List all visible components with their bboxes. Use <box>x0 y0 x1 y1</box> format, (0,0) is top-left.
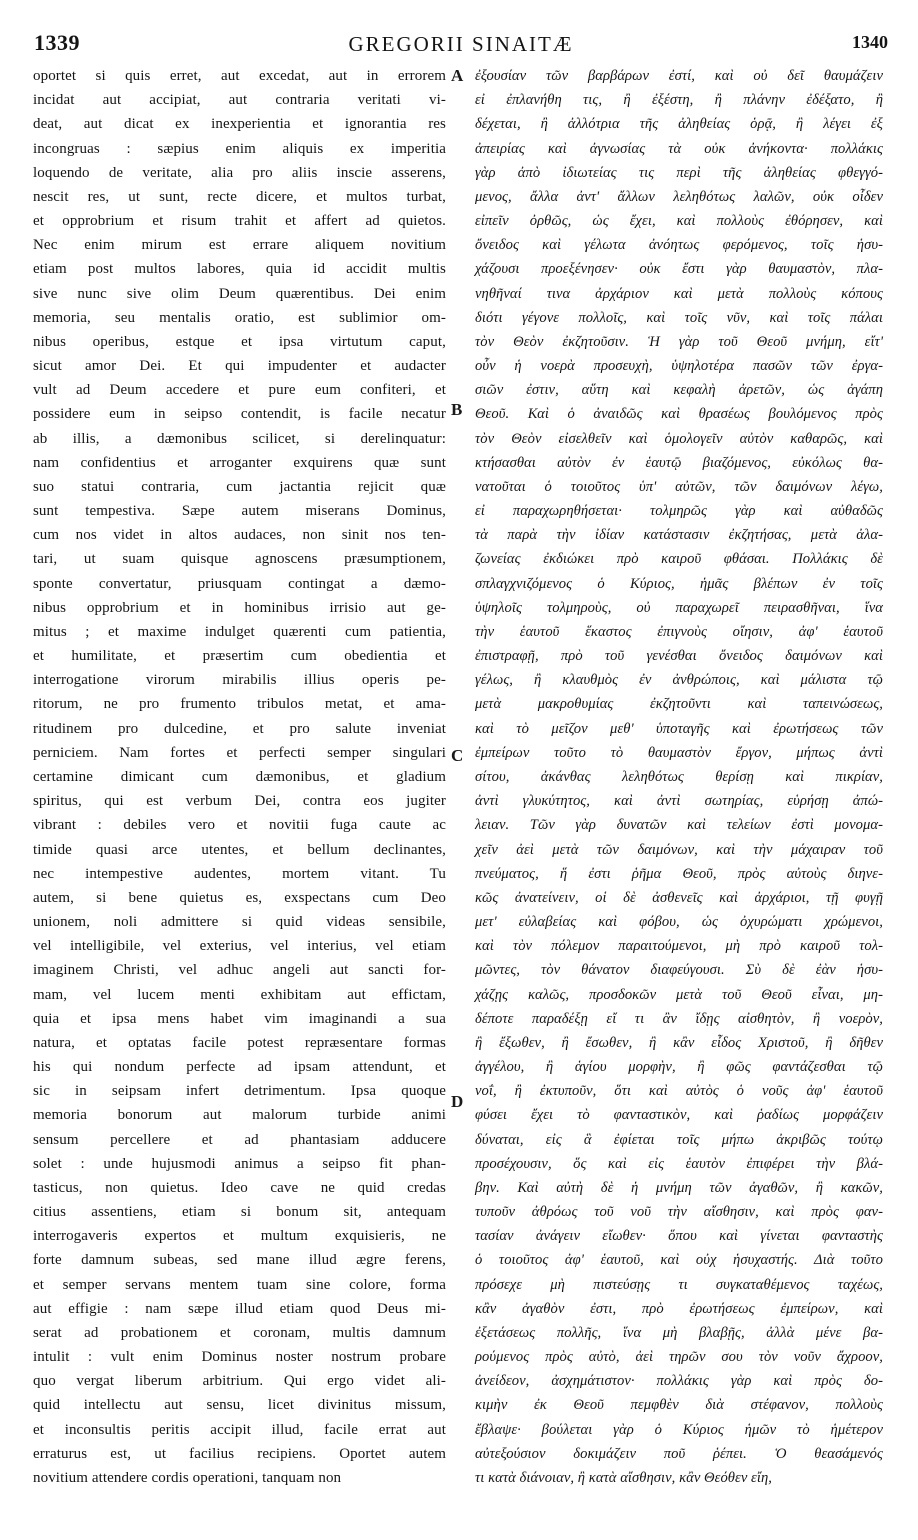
greek-text-line: τασίαν ἀνάγειν εἴωθεν· ὅπου καὶ γίνεται φανταστὴς <box>475 1228 883 1245</box>
greek-text-line: νατοῦται ὁ τοιοῦτος ὑπ' αὐτῶν, τῶν δαιμόνων λέγω, <box>475 478 883 495</box>
latin-text-line: serat ad probationem et coronam, multis damnum <box>33 1324 446 1341</box>
latin-text-line: suo statui contraria, cum jactantia rejicit quæ <box>33 478 446 495</box>
latin-text-line: et opprobrium et risum trahit et affert ad quietos. <box>33 213 446 230</box>
latin-text-line: nibus operibus, estque et ipsa virtutum caput, <box>33 333 446 350</box>
latin-text-line: aut effigie : nam sæpe illud etiam quod Deus mi- <box>33 1300 446 1317</box>
latin-text-line: perniciem. Nam fortes et perfecti semper singulari <box>33 744 446 761</box>
latin-text-line: ritorum, ne pro frumento tribulos metat, et ama- <box>33 696 446 713</box>
greek-text-line: ἀνείδεον, ἀσχημάτιστον· πολλάκις γὰρ καὶ πρὸς δο- <box>475 1373 883 1390</box>
latin-text-line: etiam post multos labores, quia id accidit multis <box>33 261 446 278</box>
latin-text-line: quo vergat liberum arbitrium. Qui ergo videt ali- <box>33 1373 446 1390</box>
greek-text-line: ἐπιστραφῇ, πρὸ τοῦ γενέσθαι ὄνειδος δαιμόνων καὶ <box>475 648 883 665</box>
greek-text-line: γὰρ ἀπὸ ἰδιωτείας τις περὶ τῆς ἀληθείας φθεγγό- <box>475 164 883 181</box>
latin-text-line: Nec enim mirum est errare aliquem novitium <box>33 237 446 254</box>
latin-text-line: autem, si bene quietus es, exspectans cum Deo <box>33 889 446 906</box>
latin-text-line: nibus opprobrium et in hominibus irrisio aut ge- <box>33 599 446 616</box>
latin-text-line: natura, et optatas facile potest repræsentare formas <box>33 1034 446 1051</box>
latin-text-line: sponte convertatur, priusquam contingat a dæmo- <box>33 575 446 592</box>
greek-text-line: ἀντὶ γλυκύτητος, καὶ ἀντὶ σωτηρίας, εὑρήσῃ ἀπώ- <box>475 793 883 810</box>
greek-text-line: προσέχουσιν, ὅς καὶ εἰς ἑαυτὸν ἐπιφέρει τὴν βλά- <box>475 1155 883 1172</box>
greek-text-line: τὸν Θεὸν ἐκζητοῦσιν. Ἡ γὰρ τοῦ Θεοῦ μνήμη, εἴτ' <box>475 333 883 350</box>
greek-text-line: κῶς ἀνατείνειν, οἱ δὲ ἀσθενεῖς καὶ ἀρχάριοι, τῇ φυγῇ <box>475 889 883 906</box>
latin-text-line: interrogatione virorum mirabilis illius operis pe- <box>33 672 446 689</box>
section-marker-c: C <box>451 746 464 765</box>
latin-text-line: sic in seipsam infert detrimentum. Ipsa quoque <box>33 1083 446 1100</box>
greek-text-line: οὖν ἡ νοερὰ προσευχὴ, ὑψηλοτέρα πασῶν τῶν ἐργα- <box>475 358 883 375</box>
latin-text-line: tasticus, non quietus. Ideo cave ne quid credas <box>33 1179 446 1196</box>
greek-text-line: μενος, ἄλλα ἀντ' ἄλλων λεληθότως λαλῶν, οὐκ οἶδεν <box>475 188 883 205</box>
greek-text-line: ζωνείας ἐκδιώκει πρὸ καιροῦ φθάσαι. Πολλάκις δὲ <box>475 551 883 568</box>
greek-text-line: ἔβλαψε· βούλεται γὰρ ὁ Κύριος ἡμῶν τὸ ἡμέτερον <box>475 1421 883 1438</box>
greek-text-line: σίτου, ἀκάνθας λεληθότως θερίσῃ καὶ πικρίαν, <box>475 768 883 785</box>
latin-text-line: his qui nondum perfecte ad ipsam attendunt, et <box>33 1059 446 1076</box>
latin-text-line: spiritus, qui est verbum Dei, contra eos jugiter <box>33 793 446 810</box>
page-number-left: 1339 <box>34 30 80 55</box>
latin-text-line: sive nunc sive olim Deum quærentibus. Dei enim <box>33 285 446 302</box>
greek-text-line: κιμὴν ἐκ Θεοῦ πεμφθὲν διὰ στέφανον, πολλοὺς <box>475 1397 883 1414</box>
greek-text-line: νηθῆναί τινα ἀρχάριον καὶ μετὰ πολλοὺς κόπους <box>475 285 883 302</box>
latin-column <box>33 64 446 1490</box>
latin-text-line: tari, ut suam quisque agnoscens præsumptionem, <box>33 551 446 568</box>
latin-text-line: incongruas : sæpius enim aliquis ex imperitia <box>33 140 446 157</box>
greek-text-line: δύναται, εἰς ἃ ἐφίεται τοῖς μήπω ἀκριβῶς τούτῳ <box>475 1131 883 1148</box>
greek-text-line: σπλαγχνιζόμενος ὁ Κύριος, ἡμᾶς βλέπων ἐν τοῖς <box>475 575 883 592</box>
latin-text-line: vult ad Deum accedere et pure eum confiteri, et <box>33 382 446 399</box>
greek-text-line: τὸν Θεὸν εἰσελθεῖν καὶ ὁμολογεῖν αὐτὸν καθαρῶς, καὶ <box>475 430 883 447</box>
greek-text-line: εἰ παραχωρηθήσεται· τολμηρῶς γὰρ καὶ αὐθαδῶς <box>475 503 883 520</box>
latin-text-line: novitium attendere cordis operationi, tanquam non <box>33 1469 342 1486</box>
greek-text-line: δέχεται, ἢ ἀλλότρια τῆς ἀληθείας ὁρᾷ, ἢ λέγει ἐξ <box>475 116 883 133</box>
latin-text-line: solet : unde hujusmodi animus a seipso fit phan- <box>33 1155 446 1172</box>
latin-text-line: quid intellectu aut sensu, licet divinitus missum, <box>33 1397 446 1414</box>
latin-text-line: unionem, noli admittere si quid videas sensibile, <box>33 914 446 931</box>
latin-text-line: citius assentiens, etiam si bonum sit, antequam <box>33 1204 446 1221</box>
latin-text-line: oportet si quis erret, aut excedat, aut in errorem <box>33 68 446 84</box>
section-marker-d: D <box>451 1092 464 1111</box>
section-marker-a: A <box>451 66 464 85</box>
greek-text-line: μετὰ μακροθυμίας ἐκζητοῦντι καὶ ταπεινώσεως, <box>475 696 883 713</box>
latin-text-line: ab illis, a dæmonibus scilicet, si derelinquatur: <box>33 430 446 447</box>
latin-text-line: intulit : vult enim Dominus noster nostrum probare <box>33 1349 446 1366</box>
latin-text-line: interrogaveris expertos et multum exquisieris, ne <box>33 1228 446 1245</box>
greek-text-line: εἰπεῖν ὀρθῶς, ὡς ἔχει, καὶ πολλοὺς ἐθόρησεν, καὶ <box>475 213 883 230</box>
latin-text-line: deat, aut dicat ex inexperientia et ignorantia res <box>33 116 446 133</box>
greek-text-line: λειαν. Τῶν γὰρ δυνατῶν καὶ τελείων ἐστὶ μονομα- <box>475 817 883 834</box>
latin-text-line: et inconsultis peritis accipit illud, facile errat aut <box>33 1421 446 1438</box>
page-number-right: 1340 <box>852 32 888 52</box>
greek-text-line: ἐξετάσεως πολλῆς, ἵνα μὴ βλαβῇς, ἀλλὰ μένε βα- <box>475 1324 883 1341</box>
greek-text-line: ἀπειρίας καὶ ἀγνωσίας τὰ οὐκ ἀνήκοντα· πολλάκις <box>475 140 883 157</box>
latin-text-line: possidere eum in seipso contendit, is facile necatur <box>33 406 446 423</box>
greek-text-line: ὁ τοιοῦτος ἀφ' ἑαυτοῦ, καὶ οὐχ ἡσυχαστής. Διὰ τοῦτο <box>475 1252 883 1269</box>
greek-text-line: νοΐ, ἢ ἐκτυποῦν, ὅτι καὶ αὐτὸς ὁ νοῦς ἀφ' ἑαυτοῦ <box>475 1083 883 1100</box>
page-header <box>34 30 888 62</box>
greek-text-line: ἐμπείρων τοῦτο τὸ θαυμαστὸν ἔργον, μήπως ἀντὶ <box>475 744 883 761</box>
greek-text-line: καὶ τὸν πόλεμον παραιτούμενοι, μὴ πρὸ καιροῦ τολ- <box>475 938 883 955</box>
greek-text-line: πρόσεχε μὴ πιστεύσῃς τι συγκαταθέμενος ταχέως, <box>475 1276 883 1293</box>
latin-text-line: et semper servans mentem tuam sine colore, forma <box>33 1276 446 1293</box>
latin-text-line: nescit res, ut sunt, recte dicere, et multos turbat, <box>33 188 446 205</box>
greek-text-line: κἂν ἀγαθὸν ἐστι, πρὸ ἐρωτήσεως ἐμπείρων, καὶ <box>475 1300 883 1317</box>
greek-text-line: καὶ τὸ μεῖζον μεθ' ὑποταγῆς καὶ ἐρωτήσεως τῶν <box>475 720 883 737</box>
greek-text-line: χάζουσι προεξένησεν· οὐκ ἔστι γὰρ θαυμαστὸν, πλα- <box>475 261 883 278</box>
greek-column <box>475 64 883 1490</box>
greek-text-line: ἀγγέλου, ἢ ἁγίου μορφὴν, ἢ φῶς φαντάζεσθαι τῷ <box>475 1059 883 1076</box>
latin-text-line: timide quasi arce utentes, et bellum declinantes, <box>33 841 446 858</box>
latin-text-line: ritudinem pro dulcedine, et pro salute inveniat <box>33 720 446 737</box>
greek-text-line: δέποτε παραδέξῃ εἴ τι ἂν ἴδῃς αἰσθητὸν, ἢ νοερὸν, <box>475 1010 883 1027</box>
latin-text-line: mitus ; et maxime indulget quærenti cum patientia, <box>33 623 446 640</box>
latin-text-line: sunt tempestiva. Sæpe autem miserans Dominus, <box>33 503 446 520</box>
latin-text-line: nec intempestive audentes, mortem vitant. Tu <box>33 865 446 882</box>
latin-text-line: mam, vel lucem menti exhibitam aut effictam, <box>33 986 446 1003</box>
latin-text-line: vibrant : debiles vero et novitii fuga caute ac <box>33 817 446 834</box>
greek-text-line: ἐξουσίαν τῶν βαρβάρων ἐστί, καὶ οὐ δεῖ θαυμάζειν <box>475 68 883 84</box>
greek-text-line: γέλως, ἢ κλαυθμὸς ἐν ἀνθρώποις, καὶ μάλιστα τῷ <box>475 672 883 689</box>
latin-text-line: memoria, seu mentalis oratio, est sublimior om- <box>33 309 446 326</box>
greek-text-line: διότι γέγονε πολλοῖς, καὶ τοῖς νῦν, καὶ τοῖς πάλαι <box>475 309 883 326</box>
greek-text-line: εἰ ἐπλανήθη τις, ἢ ἐξέστη, ἢ πλάνην ἐδέξατο, ἢ <box>475 92 883 109</box>
latin-text-line: erraturus est, ut facilius recipiens. Oportet autem <box>33 1445 446 1462</box>
greek-text-line: μετ' εὐλαβείας καὶ φόβου, ὡς ὀχυρώματι χρώμενοι, <box>475 914 883 931</box>
latin-text-line: et humilitate, et præsertim cum obedientia et <box>33 648 446 665</box>
latin-text-line: nam confidentius et arroganter exquirens quæ sunt <box>33 454 446 471</box>
latin-text-line: forte damnum subeas, sed mane illud ægre ferens, <box>33 1252 446 1269</box>
greek-text-line: βην. Καὶ αὐτὴ δὲ ἡ μνήμη τῶν ἀγαθῶν, ἢ κακῶν, <box>475 1179 883 1196</box>
greek-text-line: κτήσασθαι αὐτὸν ἐν ἑαυτῷ βιαζόμενος, εὐκόλως θα- <box>475 454 883 471</box>
greek-text-line: ἢ ἔξωθεν, ἢ ἔσωθεν, ἢ κἂν εἶδος Χριστοῦ, ἢ δῆθεν <box>475 1034 883 1051</box>
greek-text-line: μῶντες, τὸν θάνατον διαφεύγουσι. Σὺ δὲ ἐὰν ἡσυ- <box>475 962 883 979</box>
greek-text-line: Θεοῦ. Καὶ ὁ ἀναιδῶς καὶ θρασέως βουλόμενος πρὸς <box>475 406 883 423</box>
greek-text-line: τὴν ἑαυτοῦ ἕκαστος ἐπιγνοὺς οἴησιν, ἀφ' ἑαυτοῦ <box>475 623 883 640</box>
greek-text-line: τυποῦν ἀθρόως τοῦ νοῦ τὴν αἴσθησιν, καὶ πρὸς φαν- <box>475 1204 883 1221</box>
latin-text-line: quia et ipsa mens habet vim imaginandi a sua <box>33 1010 446 1027</box>
latin-text-line: loquendo de veritate, alia pro aliis inscie asserens, <box>33 164 446 181</box>
greek-text-line: χάζῃς καλῶς, προσδοκῶν μετὰ τοῦ Θεοῦ εἶναι, μη- <box>475 986 883 1003</box>
latin-text-line: memoria bonorum aut malorum turbide animi <box>33 1107 446 1124</box>
latin-text-line: certamine dimicant cum dæmonibus, et gladium <box>33 768 446 785</box>
latin-text-line: vel intelligibile, vel exterius, vel interius, vel etiam <box>33 938 446 955</box>
greek-text-line: πνεύματος, ἥ ἐστι ῥῆμα Θεοῦ, πρὸς αὐτοὺς διηνε- <box>475 865 883 882</box>
latin-text-line: incidat aut accipiat, aut contraria veritati vi- <box>33 92 446 109</box>
greek-text-line: ρούμενος πρὸς αὐτὸ, ἀεὶ τηρῶν σου τὸν νοῦν ἄχροον, <box>475 1349 883 1366</box>
greek-text-line: χεῖν ἀεὶ μετὰ τῶν δαιμόνων, καὶ τὴν μάχαιραν τοῦ <box>475 841 883 858</box>
greek-text-line: φύσει ἔχει τὸ φανταστικὸν, καὶ ῥαδίως μορφάζειν <box>475 1107 883 1124</box>
greek-text-line: ὑψηλοῖς τολμηροὺς, οὐ παραχωρεῖ πειρασθῆναι, ἵνα <box>475 599 883 616</box>
greek-text-line: τι κατὰ διάνοιαν, ἢ κατὰ αἴσθησιν, κἂν Θεόθεν εἴη, <box>475 1469 772 1486</box>
greek-text-line: αὐτεξούσιον δοκιμάζειν ποῦ ῥέπει. Ὁ θεασάμενός <box>475 1445 883 1462</box>
latin-text-line: cum nos videt in altos audaces, non sinit nos ten- <box>33 527 446 544</box>
section-marker-b: B <box>451 400 463 419</box>
latin-text-line: sensum percellere et ad phantasiam adducere <box>33 1131 446 1148</box>
latin-text-line: sicut amor Dei. Et qui impudenter et audacter <box>33 358 446 375</box>
running-title: GREGORII SINAITÆ <box>348 32 574 56</box>
greek-text-line: ὄνειδος καὶ γέλωτα ἀνόητως φερόμενος, τοῖς ἡσυ- <box>475 237 883 254</box>
greek-text-line: τὰ παρὰ τὴν ἰδίαν κατάστασιν ἐκζητήσας, μετὰ ἀλα- <box>475 527 883 544</box>
latin-text-line: imaginem Christi, vel adhuc angeli aut sancti for- <box>33 962 446 979</box>
greek-text-line: σιῶν ἐστιν, αὕτη καὶ κεφαλὴ ἀρετῶν, ὡς ἀγάπη <box>475 382 883 399</box>
